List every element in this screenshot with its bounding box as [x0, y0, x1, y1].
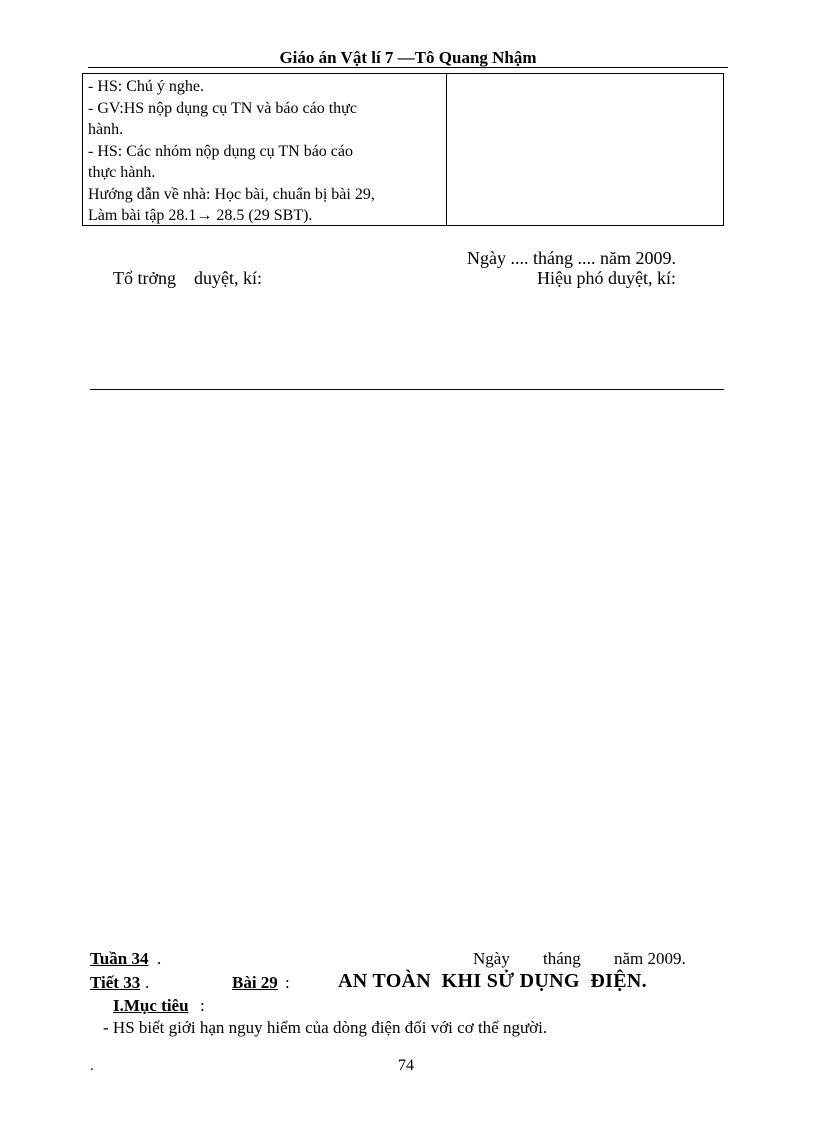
lesson-title: AN TOÀN KHI SỬ DỤNG ĐIỆN.: [338, 970, 647, 992]
table-line: - HS: Các nhóm nộp dụng cụ TN báo cáo: [88, 142, 353, 160]
signature-date: Ngày .... tháng .... năm 2009.: [467, 248, 676, 268]
table-line: Hướng dẫn về nhà: Học bài, chuẩn bị bài 29,: [88, 185, 375, 203]
lesson-colon: :: [285, 973, 290, 992]
week-suffix: .: [157, 949, 162, 968]
document-header: Giáo án Vật lí 7 —Tô Quang Nhậm: [279, 48, 537, 67]
team-leader-signature-label: Tổ trởng duyệt, kí:: [113, 268, 263, 288]
vice-principal-signature-label: Hiệu phó duyệt, kí:: [537, 268, 676, 288]
date-month-label: tháng: [543, 949, 581, 968]
objectives-heading: I.Mục tiêu: [113, 996, 189, 1015]
table-line: Làm bài tập 28.1→ 28.5 (29 SBT).: [88, 207, 313, 224]
objectives-colon: :: [200, 996, 205, 1015]
activity-table: [82, 73, 724, 226]
period-label: Tiết 33: [90, 973, 141, 992]
table-cell-left: [88, 76, 443, 227]
date-day-label: Ngày: [473, 949, 510, 968]
header-rule: [88, 67, 728, 68]
lesson-label: Bài 29: [232, 973, 278, 992]
table-column-divider: [446, 74, 447, 225]
section-separator: [90, 389, 724, 390]
table-line: - GV:HS nộp dụng cụ TN và báo cáo thực: [88, 99, 357, 117]
footer-mark: .: [90, 1058, 94, 1074]
table-line: - HS: Chú ý nghe.: [88, 78, 204, 95]
date-year-label: năm 2009.: [614, 949, 686, 968]
table-line: thực hành.: [88, 164, 156, 181]
table-line: hành.: [88, 121, 124, 138]
week-label: Tuần 34: [90, 949, 149, 968]
period-suffix: .: [145, 973, 150, 992]
objective-item: - HS biết giới hạn nguy hiểm của dòng điện đối với cơ thể người.: [103, 1018, 548, 1037]
page-number: 74: [398, 1057, 414, 1074]
